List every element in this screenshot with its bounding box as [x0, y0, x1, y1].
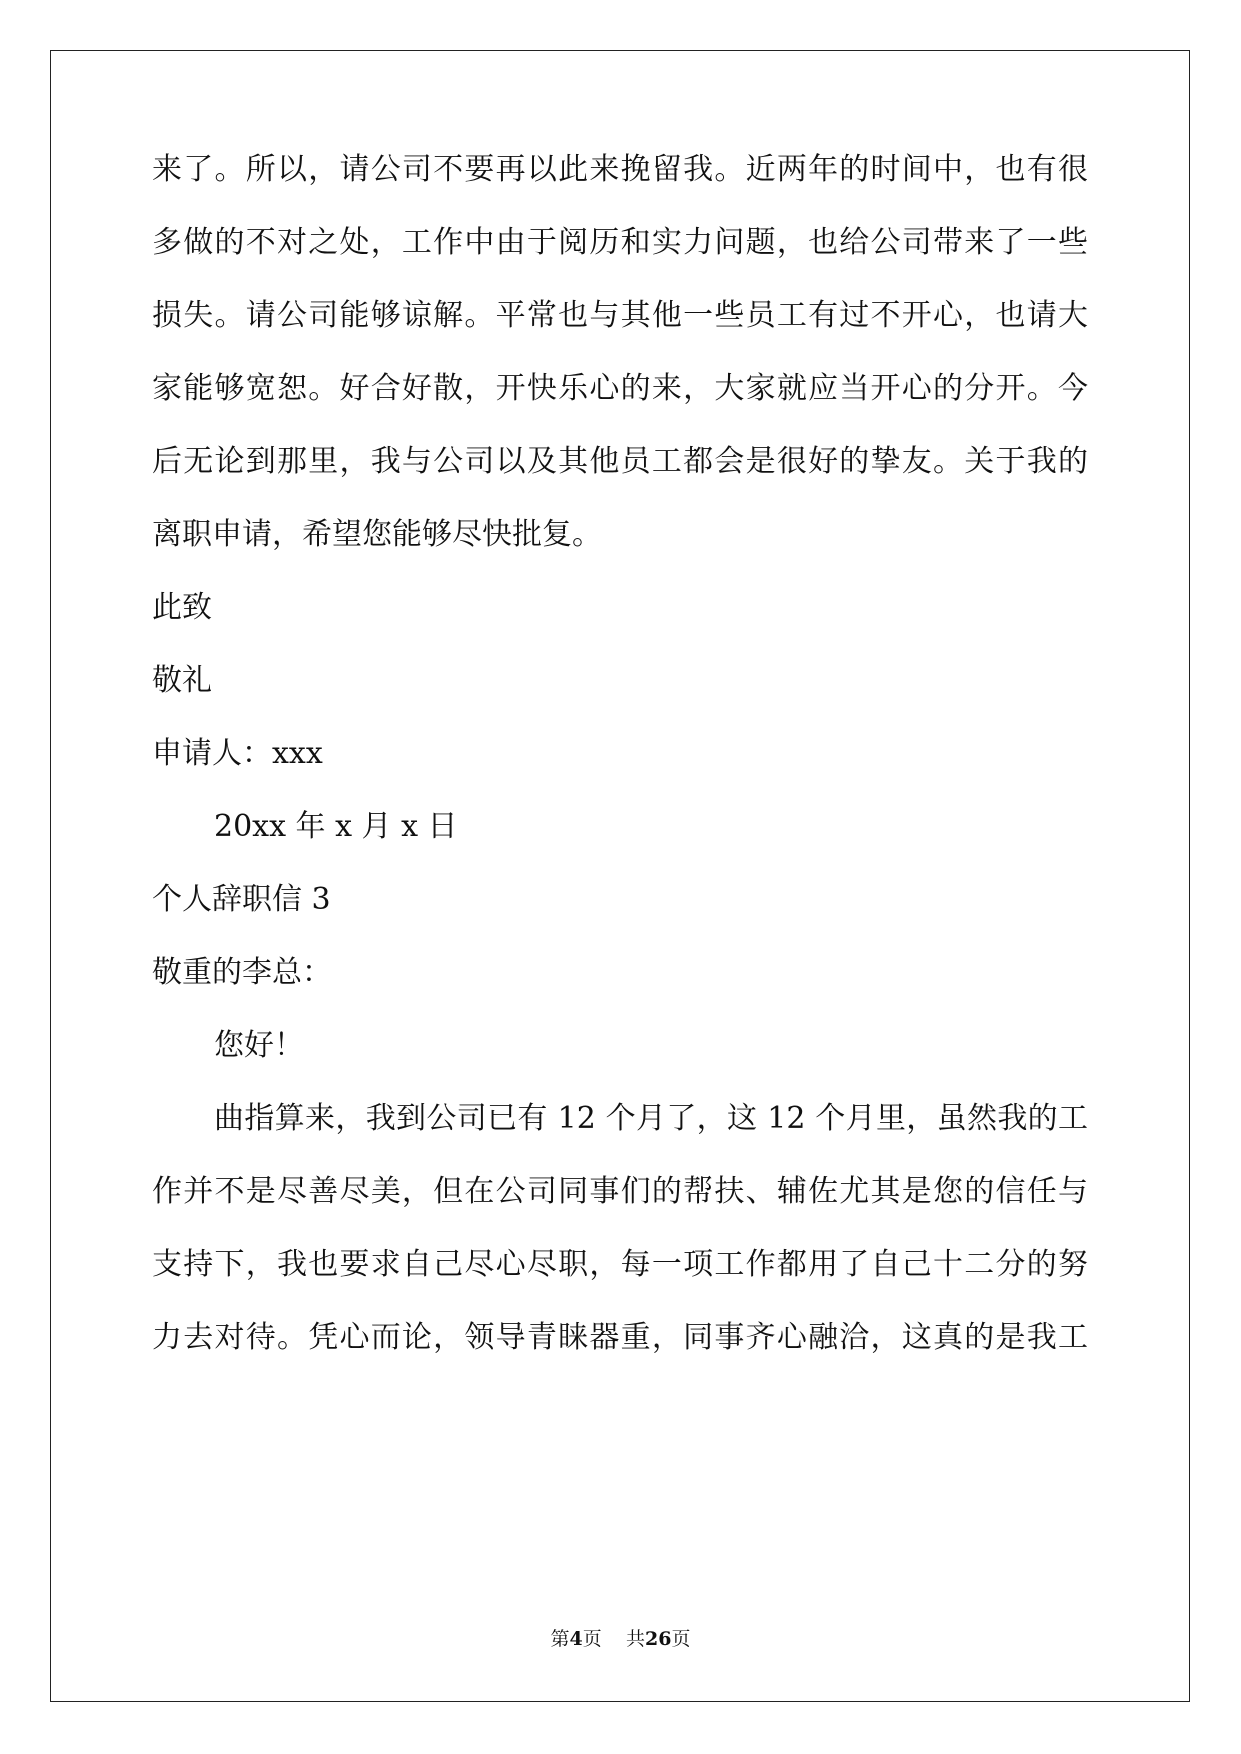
closing-line: 敬礼: [152, 663, 212, 698]
footer-prefix: 第: [550, 1628, 570, 1650]
paragraph-line: 离职申请，希望您能够尽快批复。: [152, 517, 602, 552]
paragraph-line: 力去对待。凭心而论，领导青睐器重，同事齐心融洽，这真的是我工: [152, 1320, 1088, 1355]
greeting: 您好！: [214, 1028, 304, 1063]
paragraph-line: 家能够宽恕。好合好散，开快乐心的来，大家就应当开心的分开。今: [152, 371, 1088, 406]
paragraph-line: 支持下，我也要求自己尽心尽职，每一项工作都用了自己十二分的努: [152, 1247, 1088, 1282]
paragraph-line: 来了。所以，请公司不要再以此来挽留我。近两年的时间中，也有很: [152, 152, 1088, 187]
paragraph-line: 曲指算来，我到公司已有 12 个月了，这 12 个月里，虽然我的工: [214, 1101, 1088, 1136]
page-footer: [0, 1626, 1241, 1652]
footer-total-prefix: 共: [625, 1628, 645, 1650]
applicant-line: 申请人：xxx: [152, 736, 323, 771]
salutation: 敬重的李总：: [152, 955, 332, 990]
footer-total-pages: 26: [644, 1628, 672, 1650]
paragraph-line: 多做的不对之处，工作中由于阅历和实力问题，也给公司带来了一些: [152, 225, 1088, 260]
paragraph-line: 损失。请公司能够谅解。平常也与其他一些员工有过不开心，也请大: [152, 298, 1088, 333]
footer-total-suffix: 页: [671, 1628, 691, 1650]
paragraph-line: 后无论到那里，我与公司以及其他员工都会是很好的挚友。关于我的: [152, 444, 1088, 479]
footer-page-suffix: 页: [582, 1628, 602, 1650]
footer-page-number: 4: [569, 1628, 583, 1650]
section-title: 个人辞职信 3: [152, 882, 331, 917]
date-line: 20xx 年 x 月 x 日: [214, 809, 458, 844]
closing-line: 此致: [152, 590, 212, 625]
paragraph-line: 作并不是尽善尽美，但在公司同事们的帮扶、辅佐尤其是您的信任与: [152, 1174, 1088, 1209]
